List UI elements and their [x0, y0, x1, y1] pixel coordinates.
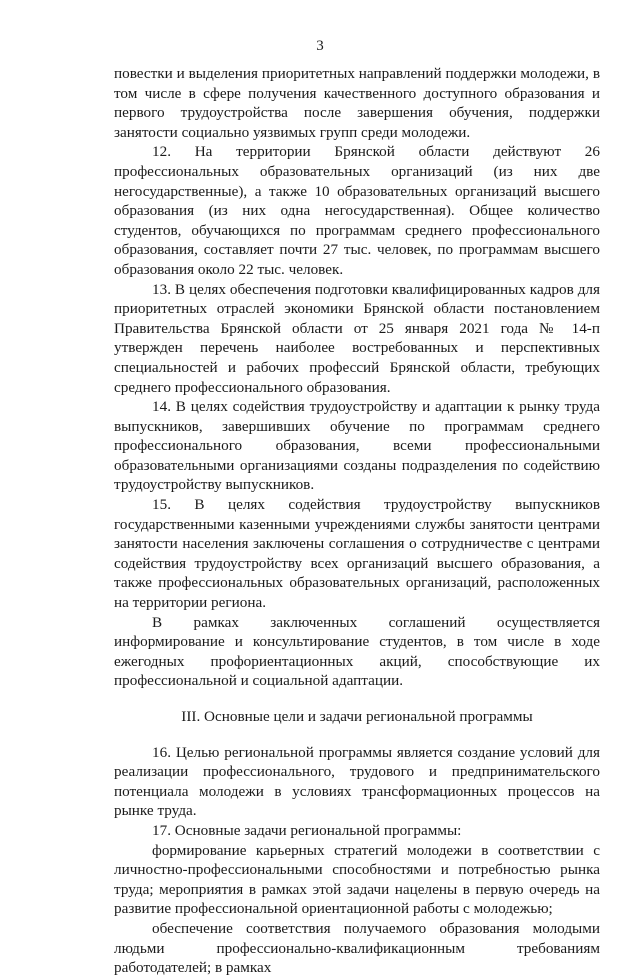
paragraphs-after-heading [114, 743, 600, 978]
paragraph: обеспечение соответствия получаемого образования молодыми людьми профессионально-квалификационным требованиям работодателей; в рамках [114, 919, 600, 977]
paragraph: формирование карьерных стратегий молодежи в соответствии с личностно-профессиональными способностями и потребностью рынка труда; мероприятия в рамках этой задачи нацелены в первую очередь на развитие профессиональной ориентационной работы с молодежью; [114, 841, 600, 918]
paragraph: 13. В целях обеспечения подготовки квалифицированных кадров для приоритетных отраслей экономики Брянской области постановлением Правительства Брянской области от 25 января 2021 года № 14-п утвержден перечень наиболее востребованных и перспективных специальностей и рабочих профессий Брянской области, требующих среднего профессионального образования. [114, 280, 600, 396]
paragraphs-before-heading [114, 64, 600, 691]
document-body [114, 64, 600, 978]
section-heading: III. Основные цели и задачи региональной программы [181, 708, 533, 725]
paragraph: 17. Основные задачи региональной программы: [152, 821, 462, 839]
paragraph: В рамках заключенных соглашений осуществляется информирование и консультирование студентов, в том числе в ходе ежегодных профориентационных акций, способствующие их профессиональной и социальной адаптации. [114, 613, 600, 690]
paragraph: 12. На территории Брянской области действуют 26 профессиональных образовательных организаций (из них две негосударственные), а также 10 образовательных организаций высшего образования (из них одна негосударственная). Общее количество студентов, обучающихся по программам среднего профессионального образования, составляет почти 27 тыс. человек, по программам высшего образования около 22 тыс. человек. [114, 143, 600, 278]
paragraph: повестки и выделения приоритетных направлений поддержки молодежи, в том числе в сфере получения качественного доступного образования и первого трудоустройства после завершения обучения, поддержки занятости социально уязвимых групп среди молодежи. [114, 65, 600, 141]
paragraph: 15. В целях содействия трудоустройству выпускников государственными казенными учреждениями службы занятости центрами занятости населения заключены соглашения о сотрудничестве с центрами содействия трудоустройству всех организаций высшего образования, а также профессиональных образовательных организаций, расположенных на территории региона. [114, 496, 600, 612]
paragraph: 16. Целью региональной программы является создание условий для реализации профессионального, трудового и предпринимательского потенциала молодежи в условиях трансформационных процессов на рынке труда. [114, 743, 600, 820]
page-number: 3 [316, 38, 324, 54]
paragraph: 14. В целях содействия трудоустройству и адаптации к рынку труда выпускников, завершивших обучение по программам среднего профессионального образования, всеми профессиональными образовательными организациями созданы подразделения по содействию трудоустройству выпускников. [114, 398, 600, 494]
